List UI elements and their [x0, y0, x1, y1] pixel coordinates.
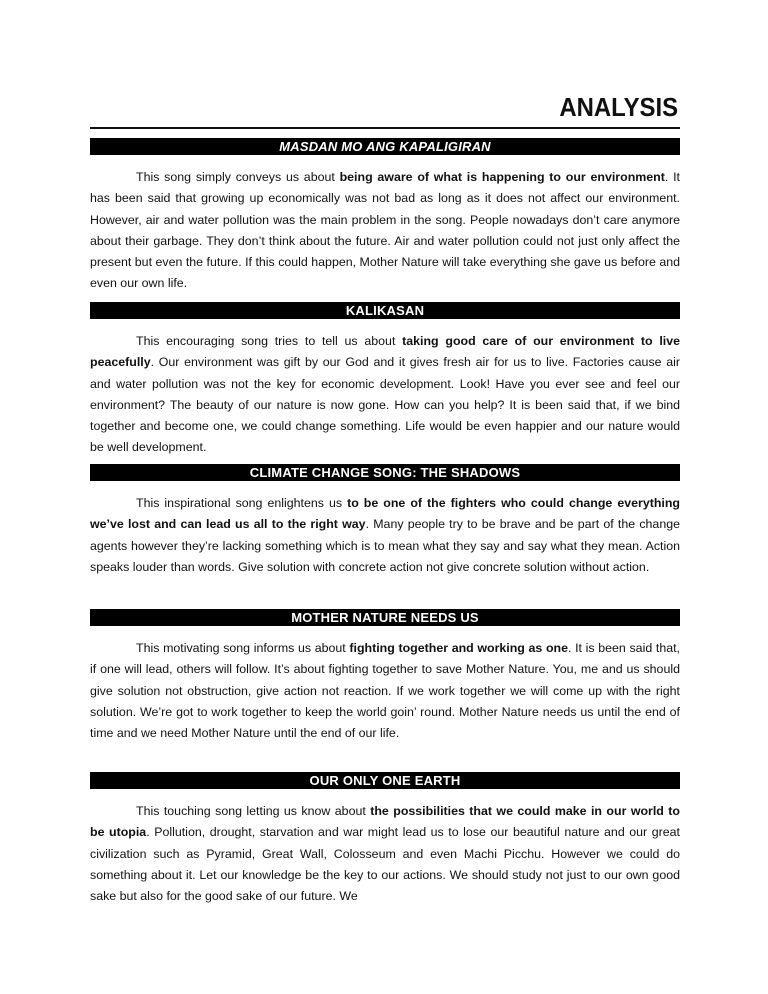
paragraph-body: . Our environment was gift by our God and it gives fresh air for us to live. Factories cause air and water pollution was not the key for economic development. Look! Have you ever see and feel our environment? The beauty of our nature is now gone. How can you help? It is been said that, if we bind together and become one, we could change something. Life would be even happier and our nature would be well development.: [90, 355, 680, 455]
paragraph-intro: This touching song letting us know about: [136, 804, 371, 818]
title-divider: [90, 127, 680, 129]
paragraph-highlight: being aware of what is happening to our environment: [339, 170, 665, 184]
section-climate-change-song: [90, 464, 680, 578]
paragraph-intro: This encouraging song tries to tell us about: [136, 334, 403, 348]
section-kalikasan: [90, 302, 680, 459]
section-masdan-mo-ang-kapaligiran: [90, 138, 680, 295]
section-mother-nature-needs-us: [90, 609, 680, 744]
paragraph-intro: This motivating song informs us about: [136, 641, 350, 655]
paragraph-body: . It is been said that, if one will lead, others will follow. It’s about fighting together to save Mother Nature. You, me and us should give solution not obstruction, give action not reaction. If we work together we will come up with the right solution. We’re got to work together to keep the world goin’ round. Mother Nature needs us until the end of time and we need Mother Nature until the end of our life.: [90, 641, 680, 741]
section-heading: MASDAN MO ANG KAPALIGIRAN: [90, 138, 680, 155]
section-paragraph: [90, 167, 680, 295]
section-heading: CLIMATE CHANGE SONG: THE SHADOWS: [90, 464, 680, 481]
paragraph-body: . It has been said that growing up economically was not bad as long as it does not affect our environment. However, air and water pollution was the main problem in the song. People nowadays don’t care anymore about their garbage. They don’t think about the future. Air and water pollution could not just only affect the present but even the future. If this could happen, Mother Nature will take everything she gave us before and even our own life.: [90, 170, 680, 291]
section-our-only-one-earth: [90, 772, 680, 907]
page-title: ANALYSIS: [559, 92, 678, 122]
paragraph-intro: This inspirational song enlightens us: [136, 496, 348, 510]
paragraph-highlight: the possibilities that we could make in our world to be utopia: [90, 804, 680, 840]
section-paragraph: [90, 638, 680, 744]
section-heading: OUR ONLY ONE EARTH: [90, 772, 680, 789]
section-paragraph: [90, 493, 680, 578]
paragraph-highlight: to be one of the fighters who could change everything we’ve lost and can lead us all to the right way: [90, 496, 680, 532]
paragraph-body: . Many people try to be brave and be part of the change agents however they’re lacking something which is to mean what they say and say what they mean. Action speaks louder than words. Give solution with concrete action not give concrete solution without action.: [90, 517, 680, 574]
section-paragraph: [90, 801, 680, 907]
section-paragraph: [90, 331, 680, 459]
paragraph-body: . Pollution, drought, starvation and war might lead us to lose our beautiful nature and our great civilization such as Pyramid, Great Wall, Colosseum and even Machi Picchu. However we could do something about it. Let our knowledge be the key to our actions. We should study not just to our own good sake but also for the good sake of our future. We: [90, 825, 680, 904]
section-heading: KALIKASAN: [90, 302, 680, 319]
section-heading: MOTHER NATURE NEEDS US: [90, 609, 680, 626]
paragraph-intro: This song simply conveys us about: [136, 170, 340, 184]
paragraph-highlight: taking good care of our environment to live peacefully: [90, 334, 680, 370]
paragraph-highlight: fighting together and working as one: [349, 641, 569, 655]
